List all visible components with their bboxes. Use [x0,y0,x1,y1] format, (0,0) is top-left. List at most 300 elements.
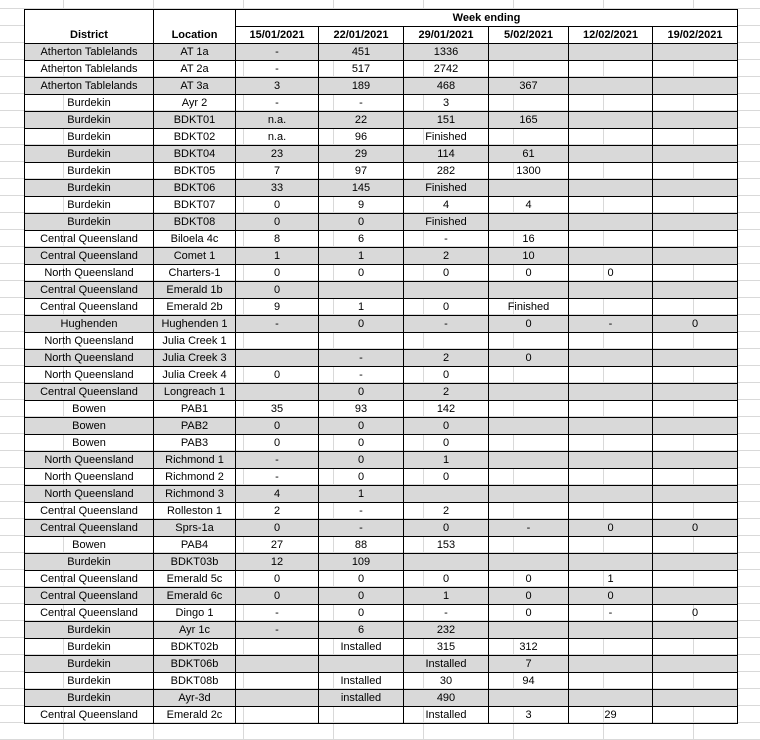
value-cell[interactable] [489,418,569,435]
location-cell[interactable]: BDKT06b [154,656,236,673]
location-cell[interactable]: Ayr 2 [154,95,236,112]
district-cell[interactable]: Burdekin [25,690,154,707]
district-cell[interactable]: North Queensland [25,367,154,384]
value-cell[interactable] [653,401,738,418]
value-cell[interactable]: - [236,61,319,78]
value-cell[interactable]: 0 [236,197,319,214]
value-cell[interactable]: 3 [489,707,569,724]
value-cell[interactable]: 0 [319,214,404,231]
value-cell[interactable] [653,588,738,605]
value-cell[interactable]: 4 [489,197,569,214]
district-cell[interactable]: Burdekin [25,554,154,571]
value-cell[interactable]: 1 [569,571,653,588]
district-cell[interactable]: Burdekin [25,622,154,639]
location-cell[interactable]: Emerald 2c [154,707,236,724]
value-cell[interactable] [653,78,738,95]
value-cell[interactable] [569,180,653,197]
value-cell[interactable] [569,554,653,571]
date-header[interactable]: 5/02/2021 [489,27,569,44]
value-cell[interactable]: 517 [319,61,404,78]
value-cell[interactable] [653,299,738,316]
district-cell[interactable]: North Queensland [25,486,154,503]
value-cell[interactable]: 0 [319,588,404,605]
value-cell[interactable]: 93 [319,401,404,418]
value-cell[interactable] [569,639,653,656]
value-cell[interactable] [653,707,738,724]
district-cell[interactable]: North Queensland [25,265,154,282]
value-cell[interactable] [569,61,653,78]
value-cell[interactable] [489,452,569,469]
value-cell[interactable]: 0 [569,265,653,282]
value-cell[interactable] [489,180,569,197]
value-cell[interactable] [319,707,404,724]
value-cell[interactable]: - [236,469,319,486]
district-cell[interactable]: Central Queensland [25,520,154,537]
value-cell[interactable]: 232 [404,622,489,639]
location-cell[interactable]: BDKT01 [154,112,236,129]
value-cell[interactable]: 0 [319,469,404,486]
value-cell[interactable]: 0 [404,299,489,316]
district-cell[interactable]: Central Queensland [25,571,154,588]
location-cell[interactable]: PAB2 [154,418,236,435]
district-cell[interactable]: Burdekin [25,214,154,231]
value-cell[interactable] [569,673,653,690]
location-cell[interactable]: PAB3 [154,435,236,452]
value-cell[interactable]: 153 [404,537,489,554]
district-cell[interactable]: Burdekin [25,656,154,673]
district-cell[interactable]: Central Queensland [25,384,154,401]
value-cell[interactable]: 0 [489,571,569,588]
value-cell[interactable]: 0 [404,571,489,588]
district-cell[interactable]: Burdekin [25,146,154,163]
value-cell[interactable]: 23 [236,146,319,163]
value-cell[interactable]: 312 [489,639,569,656]
location-cell[interactable]: Julia Creek 4 [154,367,236,384]
value-cell[interactable] [653,554,738,571]
value-cell[interactable]: 0 [404,367,489,384]
value-cell[interactable]: 0 [319,384,404,401]
location-cell[interactable]: BDKT07 [154,197,236,214]
location-cell[interactable]: Rolleston 1 [154,503,236,520]
value-cell[interactable] [236,707,319,724]
value-cell[interactable]: 0 [489,605,569,622]
value-cell[interactable]: - [236,605,319,622]
value-cell[interactable]: - [236,95,319,112]
value-cell[interactable] [653,639,738,656]
value-cell[interactable] [569,231,653,248]
location-cell[interactable]: Comet 1 [154,248,236,265]
value-cell[interactable]: 1 [319,299,404,316]
value-cell[interactable]: - [236,452,319,469]
value-cell[interactable]: installed [319,690,404,707]
value-cell[interactable] [653,265,738,282]
value-cell[interactable]: 2 [236,503,319,520]
district-cell[interactable]: Central Queensland [25,605,154,622]
value-cell[interactable] [569,44,653,61]
value-cell[interactable]: 0 [489,265,569,282]
value-cell[interactable]: 30 [404,673,489,690]
value-cell[interactable]: 282 [404,163,489,180]
value-cell[interactable] [569,197,653,214]
district-cell[interactable]: Burdekin [25,163,154,180]
district-cell[interactable]: North Queensland [25,469,154,486]
value-cell[interactable]: 29 [319,146,404,163]
value-cell[interactable]: - [236,622,319,639]
value-cell[interactable] [489,469,569,486]
district-cell[interactable]: Burdekin [25,112,154,129]
location-cell[interactable]: BDKT05 [154,163,236,180]
district-cell[interactable]: Central Queensland [25,588,154,605]
value-cell[interactable]: Installed [319,639,404,656]
value-cell[interactable] [569,95,653,112]
value-cell[interactable] [653,367,738,384]
district-cell[interactable]: Central Queensland [25,503,154,520]
value-cell[interactable]: 142 [404,401,489,418]
value-cell[interactable]: 1300 [489,163,569,180]
value-cell[interactable]: 35 [236,401,319,418]
value-cell[interactable]: Installed [404,656,489,673]
value-cell[interactable]: 1 [404,452,489,469]
value-cell[interactable]: 96 [319,129,404,146]
value-cell[interactable]: 0 [236,435,319,452]
value-cell[interactable]: 33 [236,180,319,197]
location-cell[interactable]: Dingo 1 [154,605,236,622]
value-cell[interactable]: 1 [236,248,319,265]
location-cell[interactable]: Ayr 1c [154,622,236,639]
value-cell[interactable] [489,384,569,401]
value-cell[interactable] [569,367,653,384]
value-cell[interactable]: 16 [489,231,569,248]
value-cell[interactable] [404,486,489,503]
location-cell[interactable]: PAB1 [154,401,236,418]
location-cell[interactable]: BDKT02 [154,129,236,146]
date-header[interactable]: 22/01/2021 [319,27,404,44]
value-cell[interactable]: 468 [404,78,489,95]
location-cell[interactable]: Emerald 5c [154,571,236,588]
value-cell[interactable] [489,401,569,418]
value-cell[interactable] [569,78,653,95]
value-cell[interactable] [404,554,489,571]
value-cell[interactable]: 97 [319,163,404,180]
value-cell[interactable]: 114 [404,146,489,163]
value-cell[interactable]: n.a. [236,129,319,146]
value-cell[interactable]: - [319,367,404,384]
value-cell[interactable]: 0 [236,571,319,588]
value-cell[interactable]: 0 [489,316,569,333]
value-cell[interactable] [569,299,653,316]
location-cell[interactable]: BDKT04 [154,146,236,163]
district-cell[interactable]: Burdekin [25,197,154,214]
location-cell[interactable]: BDKT06 [154,180,236,197]
value-cell[interactable] [653,469,738,486]
header-blank-location[interactable] [154,10,236,27]
district-cell[interactable]: Bowen [25,435,154,452]
value-cell[interactable]: - [404,605,489,622]
value-cell[interactable]: 0 [236,367,319,384]
value-cell[interactable]: 9 [236,299,319,316]
value-cell[interactable] [653,231,738,248]
value-cell[interactable]: 7 [236,163,319,180]
value-cell[interactable]: - [569,605,653,622]
value-cell[interactable]: 109 [319,554,404,571]
location-cell[interactable]: Hughenden 1 [154,316,236,333]
value-cell[interactable]: 0 [319,265,404,282]
value-cell[interactable]: 0 [319,316,404,333]
value-cell[interactable] [569,418,653,435]
value-cell[interactable] [653,384,738,401]
value-cell[interactable]: 0 [404,469,489,486]
district-cell[interactable]: Burdekin [25,639,154,656]
value-cell[interactable] [319,656,404,673]
value-cell[interactable] [569,401,653,418]
value-cell[interactable]: 29 [569,707,653,724]
value-cell[interactable] [569,622,653,639]
location-header[interactable]: Location [154,27,236,44]
value-cell[interactable] [653,282,738,299]
value-cell[interactable] [653,214,738,231]
value-cell[interactable] [489,214,569,231]
district-cell[interactable]: Central Queensland [25,707,154,724]
value-cell[interactable] [404,282,489,299]
value-cell[interactable] [653,44,738,61]
date-header[interactable]: 15/01/2021 [236,27,319,44]
location-cell[interactable]: Richmond 1 [154,452,236,469]
value-cell[interactable]: 0 [569,520,653,537]
value-cell[interactable] [569,656,653,673]
value-cell[interactable]: 0 [404,418,489,435]
value-cell[interactable] [236,350,319,367]
value-cell[interactable]: 9 [319,197,404,214]
district-cell[interactable]: Bowen [25,537,154,554]
value-cell[interactable] [653,333,738,350]
week-ending-header[interactable]: Week ending [236,10,738,27]
value-cell[interactable] [569,469,653,486]
value-cell[interactable]: 367 [489,78,569,95]
value-cell[interactable] [653,503,738,520]
value-cell[interactable] [489,690,569,707]
value-cell[interactable]: - [319,95,404,112]
value-cell[interactable]: 88 [319,537,404,554]
value-cell[interactable]: 8 [236,231,319,248]
value-cell[interactable] [653,673,738,690]
value-cell[interactable] [569,486,653,503]
date-header[interactable]: 12/02/2021 [569,27,653,44]
value-cell[interactable]: 27 [236,537,319,554]
value-cell[interactable]: 0 [236,418,319,435]
location-cell[interactable]: BDKT08 [154,214,236,231]
value-cell[interactable]: 0 [319,418,404,435]
value-cell[interactable]: 0 [569,588,653,605]
value-cell[interactable] [489,503,569,520]
value-cell[interactable] [569,146,653,163]
value-cell[interactable]: 0 [319,605,404,622]
value-cell[interactable] [653,452,738,469]
value-cell[interactable] [569,452,653,469]
value-cell[interactable]: Installed [404,707,489,724]
location-cell[interactable]: Julia Creek 1 [154,333,236,350]
district-cell[interactable]: Bowen [25,418,154,435]
value-cell[interactable] [236,690,319,707]
value-cell[interactable]: 0 [319,452,404,469]
value-cell[interactable]: - [236,44,319,61]
value-cell[interactable] [653,248,738,265]
value-cell[interactable]: 4 [404,197,489,214]
location-cell[interactable]: AT 3a [154,78,236,95]
value-cell[interactable] [404,333,489,350]
location-cell[interactable]: Emerald 6c [154,588,236,605]
value-cell[interactable] [569,112,653,129]
value-cell[interactable] [569,214,653,231]
value-cell[interactable] [236,639,319,656]
value-cell[interactable] [489,95,569,112]
location-cell[interactable]: BDKT02b [154,639,236,656]
value-cell[interactable] [653,656,738,673]
value-cell[interactable] [236,673,319,690]
district-cell[interactable]: North Queensland [25,350,154,367]
location-cell[interactable]: Charters-1 [154,265,236,282]
location-cell[interactable]: Richmond 2 [154,469,236,486]
value-cell[interactable]: 1336 [404,44,489,61]
location-cell[interactable]: BDKT03b [154,554,236,571]
location-cell[interactable]: Sprs-1a [154,520,236,537]
value-cell[interactable]: 12 [236,554,319,571]
value-cell[interactable] [653,486,738,503]
value-cell[interactable]: 2 [404,248,489,265]
value-cell[interactable] [653,622,738,639]
value-cell[interactable]: Finished [404,180,489,197]
location-cell[interactable]: AT 2a [154,61,236,78]
value-cell[interactable]: 2742 [404,61,489,78]
value-cell[interactable]: 315 [404,639,489,656]
value-cell[interactable]: 0 [236,265,319,282]
value-cell[interactable] [236,384,319,401]
value-cell[interactable] [489,554,569,571]
district-cell[interactable]: Burdekin [25,95,154,112]
value-cell[interactable]: - [569,316,653,333]
value-cell[interactable]: 1 [319,486,404,503]
location-cell[interactable]: AT 1a [154,44,236,61]
location-cell[interactable]: Richmond 3 [154,486,236,503]
value-cell[interactable] [653,129,738,146]
value-cell[interactable] [653,163,738,180]
value-cell[interactable]: 0 [653,605,738,622]
value-cell[interactable]: 94 [489,673,569,690]
value-cell[interactable] [569,435,653,452]
value-cell[interactable]: Finished [404,214,489,231]
value-cell[interactable]: Finished [404,129,489,146]
value-cell[interactable]: 2 [404,384,489,401]
value-cell[interactable] [569,163,653,180]
district-cell[interactable]: Atherton Tablelands [25,78,154,95]
value-cell[interactable]: 0 [236,282,319,299]
value-cell[interactable]: 151 [404,112,489,129]
location-cell[interactable]: Julia Creek 3 [154,350,236,367]
district-cell[interactable]: Central Queensland [25,282,154,299]
value-cell[interactable]: 189 [319,78,404,95]
value-cell[interactable] [489,61,569,78]
value-cell[interactable]: 0 [404,435,489,452]
value-cell[interactable]: 10 [489,248,569,265]
district-cell[interactable]: Burdekin [25,129,154,146]
location-cell[interactable]: Emerald 1b [154,282,236,299]
district-cell[interactable]: Bowen [25,401,154,418]
value-cell[interactable]: 165 [489,112,569,129]
value-cell[interactable] [489,435,569,452]
value-cell[interactable]: n.a. [236,112,319,129]
location-cell[interactable]: Longreach 1 [154,384,236,401]
value-cell[interactable]: 145 [319,180,404,197]
location-cell[interactable]: Ayr-3d [154,690,236,707]
value-cell[interactable]: - [319,520,404,537]
header-blank-district[interactable] [25,10,154,27]
value-cell[interactable]: 61 [489,146,569,163]
value-cell[interactable]: 0 [319,435,404,452]
value-cell[interactable]: 6 [319,622,404,639]
value-cell[interactable] [489,622,569,639]
value-cell[interactable]: 0 [236,214,319,231]
value-cell[interactable] [569,333,653,350]
value-cell[interactable]: 22 [319,112,404,129]
location-cell[interactable]: BDKT08b [154,673,236,690]
value-cell[interactable] [653,112,738,129]
value-cell[interactable] [489,537,569,554]
value-cell[interactable] [569,350,653,367]
district-cell[interactable]: Hughenden [25,316,154,333]
location-cell[interactable]: Biloela 4c [154,231,236,248]
value-cell[interactable]: Installed [319,673,404,690]
value-cell[interactable] [489,44,569,61]
district-header[interactable]: District [25,27,154,44]
value-cell[interactable] [653,180,738,197]
value-cell[interactable]: 0 [236,588,319,605]
location-cell[interactable]: Emerald 2b [154,299,236,316]
value-cell[interactable] [653,571,738,588]
value-cell[interactable] [653,537,738,554]
value-cell[interactable]: 1 [319,248,404,265]
district-cell[interactable]: Central Queensland [25,231,154,248]
value-cell[interactable]: 0 [489,588,569,605]
value-cell[interactable]: 0 [236,520,319,537]
value-cell[interactable]: - [489,520,569,537]
value-cell[interactable]: 4 [236,486,319,503]
value-cell[interactable] [319,333,404,350]
value-cell[interactable] [653,61,738,78]
value-cell[interactable]: 0 [404,520,489,537]
value-cell[interactable] [569,503,653,520]
value-cell[interactable]: - [236,316,319,333]
value-cell[interactable]: Finished [489,299,569,316]
value-cell[interactable] [569,537,653,554]
value-cell[interactable]: - [404,231,489,248]
value-cell[interactable]: - [319,503,404,520]
value-cell[interactable] [569,129,653,146]
value-cell[interactable]: 7 [489,656,569,673]
value-cell[interactable] [569,248,653,265]
value-cell[interactable] [653,197,738,214]
value-cell[interactable]: 490 [404,690,489,707]
value-cell[interactable]: - [404,316,489,333]
value-cell[interactable] [653,95,738,112]
value-cell[interactable]: 6 [319,231,404,248]
value-cell[interactable] [489,333,569,350]
value-cell[interactable] [236,333,319,350]
value-cell[interactable] [653,350,738,367]
date-header[interactable]: 29/01/2021 [404,27,489,44]
district-cell[interactable]: Burdekin [25,180,154,197]
value-cell[interactable] [569,690,653,707]
value-cell[interactable] [569,282,653,299]
value-cell[interactable] [489,282,569,299]
